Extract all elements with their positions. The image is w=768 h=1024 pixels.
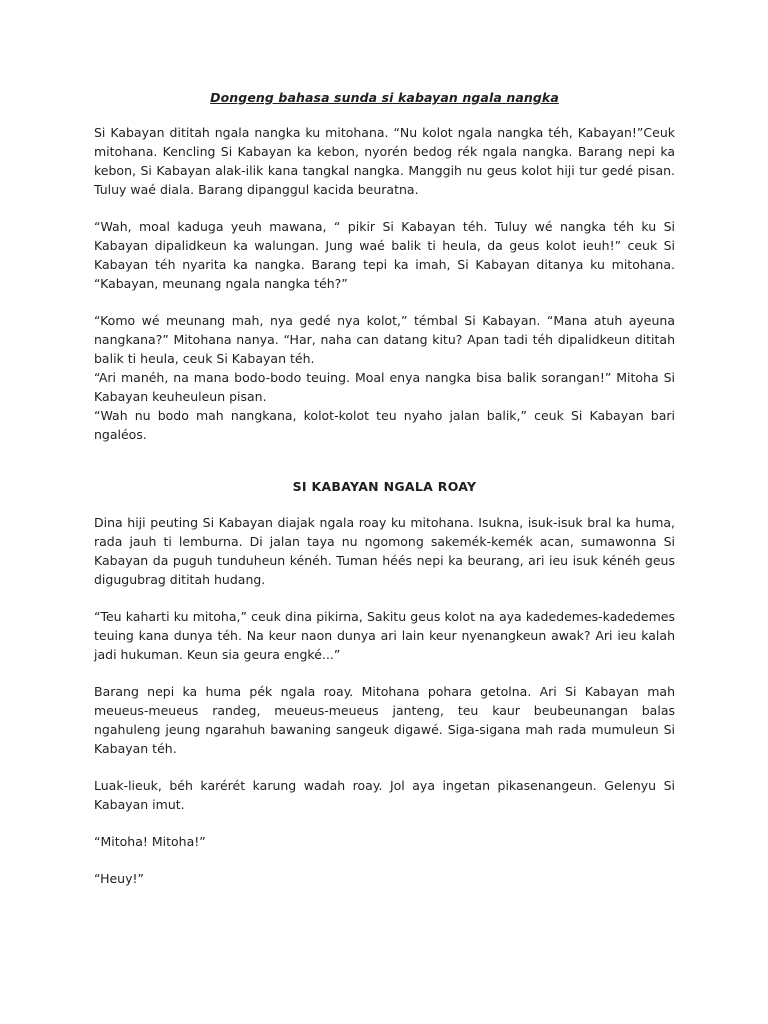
section-title: SI KABAYAN NGALA ROAY: [292, 479, 477, 494]
story-paragraph: Si Kabayan dititah ngala nangka ku mitohana. “Nu kolot ngala nangka téh, Kabayan!”Ceuk mitohana. Kencling Si Kabayan ka kebon, nyorén bedog rék ngala nangka. Barang nepi ka kebon, Si Kabayan alak-ilik kana tangkal nangka. Manggih nu geus kolot hiji tur gedé pisan. Tuluy waé diala. Barang dipanggul kacida beuratna.: [94, 125, 675, 197]
document-page: [94, 88, 675, 888]
story-paragraph: “Teu kaharti ku mitoha,” ceuk dina pikirna, Sakitu geus kolot na aya kadedemes-kadedemes teuing kana dunya téh. Na keur naon dunya ari lain keur nyenangkeun awak? Ari ieu kalah jadi hukuman. Keun sia geura engké...”: [94, 609, 675, 662]
story-paragraph: “Wah, moal kaduga yeuh mawana, “ pikir Si Kabayan téh. Tuluy wé nangka téh ku Si Kabayan dipalidkeun ka walungan. Jung waé balik ti heula, da geus kolot ieuh!” ceuk Si Kabayan téh nyarita ka nangka. Barang tepi ka imah, Si Kabayan ditanya ku mitohana. “Kabayan, meunang ngala nangka téh?”: [94, 219, 675, 291]
story-paragraph: “Ari manéh, na mana bodo-bodo teuing. Moal enya nangka bisa balik sorangan!” Mitoha Si Kabayan keuheuleun pisan.: [94, 370, 675, 404]
story-paragraph: Barang nepi ka huma pék ngala roay. Mitohana pohara getolna. Ari Si Kabayan mah meueus-meueus randeg, meueus-meueus janteng, teu kaur beubeunangan balas ngahuleng jeung ngarahuh bawaning sangeuk digawé. Siga-sigana mah rada mumuleun Si Kabayan téh.: [94, 684, 675, 756]
dialogue-line: “Mitoha! Mitoha!”: [94, 834, 206, 849]
story-paragraph: “Komo wé meunang mah, nya gedé nya kolot,” témbal Si Kabayan. “Mana atuh ayeuna nangkana?” Mitohana nanya. “Har, naha can datang kitu? Apan tadi téh dipalidkeun dititah balik ti heula, ceuk Si Kabayan téh.: [94, 313, 675, 366]
dialogue-line: “Heuy!”: [94, 871, 144, 886]
story-title: Dongeng bahasa sunda si kabayan ngala nangka: [210, 90, 559, 105]
story-paragraph: Dina hiji peuting Si Kabayan diajak ngala roay ku mitohana. Isukna, isuk-isuk bral ka huma, rada jauh ti lemburna. Di jalan taya nu ngomong sakemék-kemék acan, sumawonna Si Kabayan da puguh tunduheun kénéh. Tuman héés nepi ka beurang, ari ieu isuk kénéh geus digugubrag dititah hudang.: [94, 515, 675, 587]
story-paragraph: Luak-lieuk, béh karérét karung wadah roay. Jol aya ingetan pikasenangeun. Gelenyu Si Kabayan imut.: [94, 778, 675, 812]
story-paragraph: “Wah nu bodo mah nangkana, kolot-kolot teu nyaho jalan balik,” ceuk Si Kabayan bari ngaléos.: [94, 408, 675, 442]
